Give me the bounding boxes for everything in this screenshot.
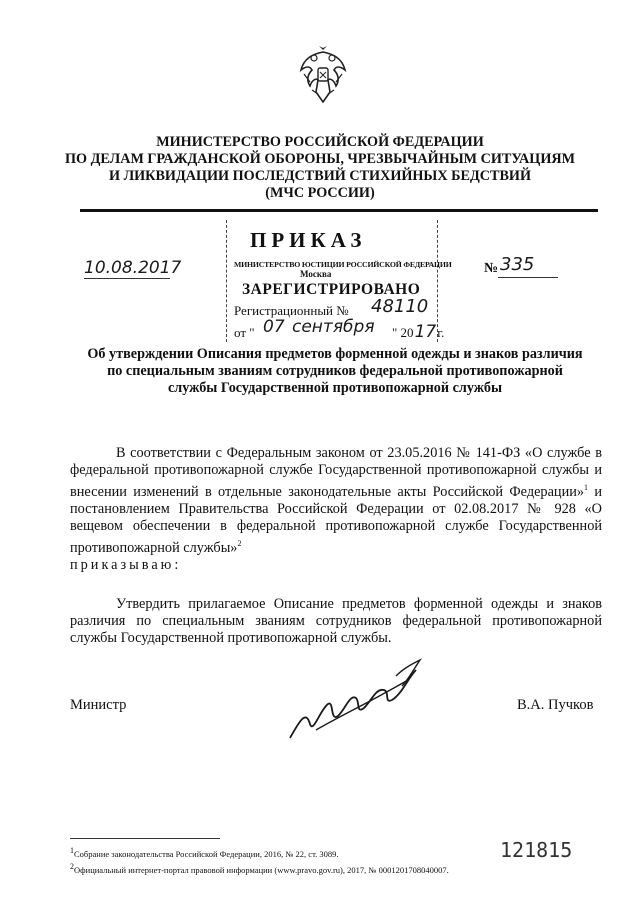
footnote-2-mark: 2 [70, 862, 74, 871]
order-date: 10.08.2017 [84, 258, 182, 278]
stamp-reg-number: 48110 [371, 296, 429, 317]
footnote-1-mark: 1 [70, 846, 74, 855]
signatory-name: В.А. Пучков [517, 697, 594, 713]
order-subject [70, 346, 600, 397]
footnote-2-text: Официальный интернет-портал правовой информации (www.pravo.gov.ru), 2017, № 0001201708040007. [74, 864, 449, 875]
order-command: приказываю: [70, 556, 182, 573]
ministry-line-1: МИНИСТЕРСТВО РОССИЙСКОЙ ФЕДЕРАЦИИ [156, 134, 484, 150]
handwritten-signature [280, 650, 430, 750]
footnote-2 [70, 861, 449, 876]
stamp-year-prefix-text: " 20 [392, 325, 414, 340]
stamp-year-suffix: г. [437, 325, 445, 340]
ministry-line-2: ПО ДЕЛАМ ГРАЖДАНСКОЙ ОБОРОНЫ, ЧРЕЗВЫЧАЙНЫМ СИТУАЦИЯМ [64, 151, 576, 167]
operative-text: Утвердить прилагаемое Описание предметов форменной одежды и знаков различия по специальным званиям сотрудников федеральной противопожарной службы Государственной противопожарной службы. [70, 596, 602, 646]
order-number-sign: № [484, 261, 499, 276]
stamp-reg-day: 07 [263, 317, 285, 337]
order-number-underline [498, 277, 558, 278]
stamp-year-prefix [392, 322, 444, 342]
order-title: ПРИКАЗ [250, 228, 367, 252]
order-number: 335 [500, 254, 535, 275]
ministry-abbr: (МЧС РОССИИ) [265, 185, 375, 201]
footnote-divider [70, 838, 220, 839]
stamp-reg-month: сентября [292, 317, 375, 337]
stamp-city: Москва [300, 269, 332, 279]
subject-line-3: службы Государственной противопожарной службы [167, 380, 503, 396]
document-stamp-code: 121815 [500, 838, 573, 862]
stamp-issuer: МИНИСТЕРСТВО ЮСТИЦИИ РОССИЙСКОЙ ФЕДЕРАЦИИ [234, 260, 452, 269]
preamble-text-b: и постановлением Правительства Российской Федерации от 02.08.2017 № 928 «О вещевом обеспечении в федеральной противопожарной службе Государственной противопожарной службы» [70, 483, 602, 556]
signatory-title: Министр [70, 697, 127, 713]
preamble-text-a: В соответствии с Федеральным законом от 23.05.2016 № 141-ФЗ «О службе в федеральной противопожарной службе Государственной противопожарной службы и внесении изменений в отдельные законодательные акты Российской Федерации» [70, 445, 602, 500]
stamp-reg-year: 17 [414, 322, 437, 342]
order-date-underline [84, 278, 170, 279]
ministry-header [60, 134, 580, 202]
stamp-reg-label: Регистрационный № [234, 303, 349, 318]
footnote-ref-2: 2 [237, 538, 242, 548]
operative-paragraph [70, 596, 602, 647]
stamp-status: ЗАРЕГИСТРИРОВАНО [242, 281, 421, 298]
ministry-line-3: И ЛИКВИДАЦИИ ПОСЛЕДСТВИЙ СТИХИЙНЫХ БЕДСТВИЙ [108, 168, 532, 184]
subject-line-2: по специальным званиям сотрудников федеральной противопожарной [107, 363, 563, 379]
header-divider [80, 209, 598, 212]
stamp-from-label: от " [234, 325, 255, 340]
preamble-paragraph [70, 445, 602, 574]
footnote-ref-1: 1 [584, 483, 589, 492]
footnote-1 [70, 845, 339, 860]
footnote-1-text: Собрание законодательства Российской Федерации, 2016, № 22, ст. 3089. [74, 848, 339, 859]
coat-of-arms-icon [298, 44, 348, 104]
subject-line-1: Об утверждении Описания предметов форменной одежды и знаков различия [87, 346, 583, 362]
